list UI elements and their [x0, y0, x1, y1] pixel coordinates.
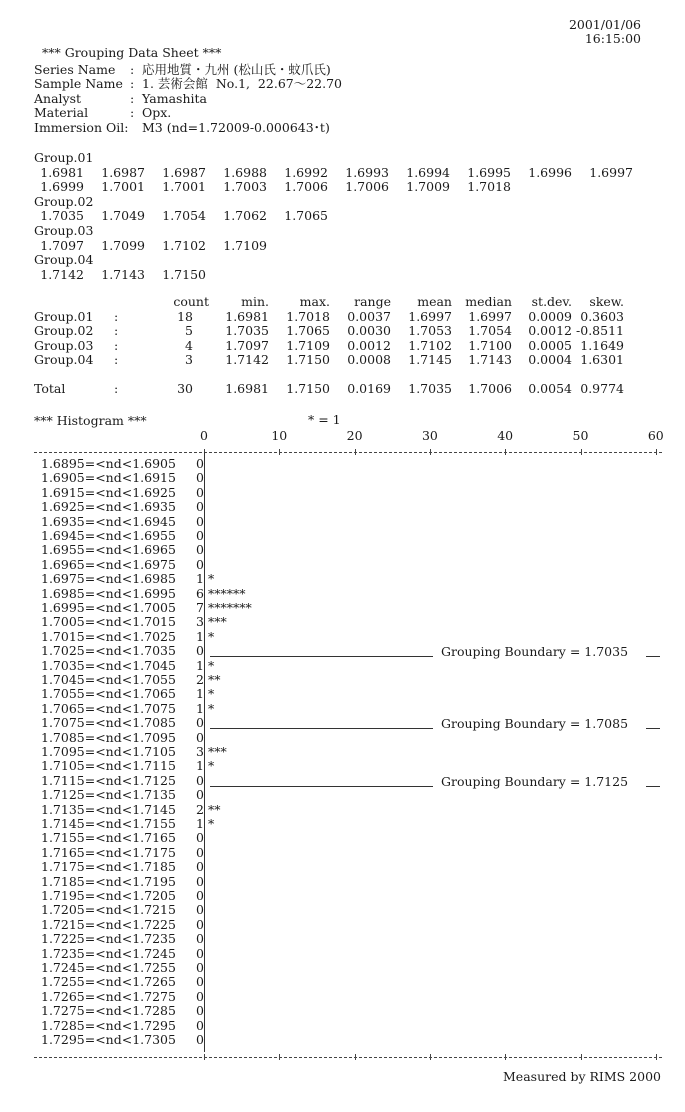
- group-value: 1.6988: [223, 164, 267, 180]
- bin-bar: *: [208, 700, 215, 716]
- bin-bar: ******: [208, 585, 246, 601]
- group-value: 1.6987: [162, 164, 206, 180]
- bin-count: 0: [196, 888, 204, 903]
- header-info: [34, 63, 342, 135]
- bin-range-label: 1.7255=<nd<1.7265: [41, 974, 176, 990]
- histogram-top-rule: [34, 452, 662, 453]
- bin-count: 0: [196, 484, 204, 500]
- bin-count: 0: [196, 859, 204, 875]
- bin-bar: *: [208, 628, 215, 644]
- bin-count: 0: [196, 960, 204, 975]
- header-label: Immersion Oil:: [34, 119, 129, 135]
- histogram-bin-row: [34, 803, 209, 817]
- bin-range-label: 1.7155=<nd<1.7165: [41, 830, 176, 846]
- bin-count: 0: [196, 499, 204, 515]
- bin-range-label: 1.6945=<nd<1.6955: [41, 528, 176, 543]
- stats-cell: 1.6301: [580, 352, 624, 368]
- histogram-bin-row: [34, 543, 209, 557]
- histogram-bin-row: [34, 860, 209, 874]
- stats-cell: 1.7145: [408, 352, 452, 368]
- bin-count: 0: [196, 787, 204, 803]
- stats-row: [34, 382, 624, 397]
- bin-count: 0: [196, 902, 204, 918]
- stats-cell: 30: [177, 380, 193, 396]
- stats-cell: 1.7102: [408, 337, 452, 353]
- sheet-title: *** Grouping Data Sheet ***: [42, 45, 222, 60]
- header-separator: :: [130, 90, 135, 106]
- histogram-bin-row: [34, 889, 209, 903]
- group-value: 1.6987: [101, 164, 145, 180]
- stats-column-header: max.: [299, 294, 330, 309]
- histogram-bin-row: [34, 558, 209, 572]
- bin-count: 0: [196, 643, 204, 659]
- bin-count: 0: [196, 542, 204, 558]
- stats-cell: 1.6981: [225, 380, 269, 396]
- bin-count: 1: [196, 657, 204, 673]
- grouping-boundary-label: Grouping Boundary = 1.7035: [441, 644, 629, 660]
- bin-count: 0: [196, 772, 204, 788]
- bin-count: 3: [196, 744, 204, 759]
- bin-range-label: 1.6955=<nd<1.6965: [41, 542, 176, 558]
- stats-row-separator: :: [114, 380, 119, 396]
- bin-count: 1: [196, 758, 204, 774]
- bin-count: 0: [196, 916, 204, 932]
- histogram-bin-row: [34, 961, 209, 975]
- bin-range-label: 1.7285=<nd<1.7295: [41, 1017, 176, 1033]
- bin-count: 1: [196, 700, 204, 716]
- stats-cell: 1.7006: [468, 380, 512, 396]
- stats-cell: 0.3603: [580, 308, 624, 324]
- group-value: 1.7099: [101, 237, 145, 253]
- bin-count: 0: [196, 945, 204, 961]
- bin-bar: ***: [208, 614, 227, 630]
- header-row: [34, 92, 342, 106]
- stats-column-header: mean: [417, 294, 452, 309]
- bin-range-label: 1.7025=<nd<1.7035: [41, 643, 176, 659]
- stats-cell: 1.7100: [468, 337, 512, 353]
- histogram-bin-row: [34, 774, 209, 788]
- axis-tick-label: 40: [497, 428, 514, 443]
- bin-count: 0: [196, 1003, 204, 1019]
- bin-range-label: 1.7195=<nd<1.7205: [41, 888, 176, 903]
- stats-cell: -0.8511: [576, 323, 624, 339]
- group-value: 1.7150: [162, 266, 206, 282]
- header-value: Yamashita: [142, 90, 207, 106]
- header-value: 1. 芸術会館 No.1, 22.67～22.70: [142, 76, 343, 92]
- histogram-bin-row: [34, 486, 209, 500]
- stats-cell: 0.0054: [528, 380, 572, 396]
- header-label: Analyst: [34, 90, 82, 106]
- bin-range-label: 1.7085=<nd<1.7095: [41, 729, 176, 745]
- histogram-bin-row: [34, 846, 209, 860]
- bin-count: 0: [196, 988, 204, 1004]
- stats-cell: 1.7142: [225, 352, 269, 368]
- axis-tick-label: 20: [346, 428, 363, 443]
- stats-row-name: Group.02: [34, 323, 94, 339]
- group-value: 1.6994: [406, 164, 450, 180]
- group-value: 1.7001: [162, 179, 206, 195]
- axis-tick-label: 0: [200, 428, 208, 443]
- bin-count: 1: [196, 816, 204, 831]
- header-label: Series Name: [34, 62, 116, 77]
- bin-range-label: 1.7265=<nd<1.7275: [41, 988, 176, 1004]
- bin-count: 0: [196, 974, 204, 990]
- grouping-boundary-label: Grouping Boundary = 1.7125: [441, 773, 629, 789]
- group-value: 1.6995: [467, 164, 511, 180]
- stats-cell: 1.7035: [408, 380, 452, 396]
- stats-cell: 0.0012: [347, 337, 391, 353]
- histogram-bin-row: [34, 572, 209, 586]
- bin-range-label: 1.6925=<nd<1.6935: [41, 499, 176, 515]
- stats-cell: 5: [185, 323, 193, 339]
- bin-count: 0: [196, 931, 204, 947]
- bin-bar: *: [208, 657, 215, 673]
- bin-count: 0: [196, 873, 204, 889]
- stats-header-spacer: [34, 295, 159, 310]
- group-name: Group.04: [34, 252, 94, 268]
- group-value: 1.7035: [40, 208, 84, 224]
- header-separator: :: [130, 62, 135, 77]
- bin-range-label: 1.6975=<nd<1.6985: [41, 571, 176, 587]
- stats-cell: 0.0005: [528, 337, 572, 353]
- bin-range-label: 1.7185=<nd<1.7195: [41, 873, 176, 889]
- bin-count: 1: [196, 686, 204, 702]
- bin-range-label: 1.7125=<nd<1.7135: [41, 787, 176, 803]
- histogram-bin-row: [34, 615, 209, 629]
- stats-cell: 0.0012: [528, 323, 572, 339]
- stats-cell: 1.7150: [286, 380, 330, 396]
- histogram-bin-row: [34, 875, 209, 889]
- bin-range-label: 1.7215=<nd<1.7225: [41, 916, 176, 932]
- stats-column-header: min.: [241, 294, 269, 309]
- group-value: 1.6997: [589, 164, 633, 180]
- stats-row: [34, 310, 624, 325]
- stats-cell: 1.6997: [408, 308, 452, 324]
- bin-range-label: 1.7175=<nd<1.7185: [41, 859, 176, 875]
- stats-cell: 1.1649: [580, 337, 624, 353]
- grouping-boundary-tail: [646, 786, 660, 787]
- group-value: 1.7001: [101, 179, 145, 195]
- bin-range-label: 1.7075=<nd<1.7085: [41, 715, 176, 731]
- bin-range-label: 1.7105=<nd<1.7115: [41, 758, 176, 774]
- bin-count: 6: [196, 585, 204, 601]
- bin-range-label: 1.7045=<nd<1.7055: [41, 672, 176, 687]
- stats-cell: 0.0030: [347, 323, 391, 339]
- print-datetime: [569, 18, 641, 46]
- histogram-bin-row: [34, 457, 209, 471]
- group-value: 1.7142: [40, 266, 84, 282]
- group-values-row: [34, 180, 633, 195]
- stats-row-name: Group.04: [34, 352, 94, 368]
- bin-range-label: 1.7295=<nd<1.7305: [41, 1032, 176, 1047]
- header-label: Material: [34, 105, 89, 121]
- grouping-boundary-line: [210, 786, 433, 787]
- bin-range-label: 1.7005=<nd<1.7015: [41, 614, 176, 630]
- stats-cell: 0.0004: [528, 352, 572, 368]
- stats-column-header: skew.: [589, 294, 624, 309]
- stats-cell: 4: [185, 337, 193, 353]
- bin-bar: *******: [208, 600, 252, 615]
- group-name: Group.03: [34, 222, 94, 238]
- group-value: 1.6996: [528, 164, 572, 180]
- statistics-table: [34, 295, 624, 397]
- group-value: 1.7097: [40, 237, 84, 253]
- bin-count: 0: [196, 456, 204, 471]
- group-value: 1.6999: [40, 179, 84, 195]
- axis-tick-label: 10: [271, 428, 288, 443]
- header-row: [34, 63, 342, 77]
- header-separator: :: [130, 76, 135, 92]
- bin-count: 0: [196, 715, 204, 731]
- stats-cell: 1.7018: [286, 308, 330, 324]
- stats-column-header: range: [354, 294, 391, 309]
- stats-cell: 1.7054: [468, 323, 512, 339]
- bin-count: 0: [196, 1017, 204, 1033]
- group-value: 1.6981: [40, 164, 84, 180]
- stats-row: [34, 339, 624, 354]
- print-date: 2001/01/06: [568, 17, 641, 32]
- header-row: [34, 77, 342, 91]
- bin-range-label: 1.7165=<nd<1.7175: [41, 844, 176, 860]
- header-label: Sample Name: [34, 76, 123, 92]
- header-row: [34, 121, 342, 135]
- stats-cell: 3: [185, 352, 193, 368]
- histogram-bin-row: [34, 975, 209, 989]
- histogram-bin-row: [34, 817, 209, 831]
- bin-range-label: 1.6915=<nd<1.6925: [41, 484, 176, 500]
- bin-count: 0: [196, 470, 204, 486]
- histogram-bin-row: [34, 918, 209, 932]
- stats-row-name: Group.03: [34, 337, 94, 353]
- bin-count: 0: [196, 528, 204, 543]
- histogram-bin-row: [34, 673, 209, 687]
- header-value: Opx.: [142, 105, 172, 121]
- group-value: 1.7054: [162, 208, 206, 224]
- stats-cell: 0.0169: [347, 380, 391, 396]
- bin-range-label: 1.7275=<nd<1.7285: [41, 1003, 176, 1019]
- stats-row-separator: :: [114, 323, 119, 339]
- bin-range-label: 1.6995=<nd<1.7005: [41, 600, 176, 615]
- bin-range-label: 1.7055=<nd<1.7065: [41, 686, 176, 702]
- bin-range-label: 1.6965=<nd<1.6975: [41, 556, 176, 572]
- stats-row-name: Total: [34, 380, 66, 396]
- stats-column-header: st.dev.: [531, 294, 572, 309]
- bin-range-label: 1.6905=<nd<1.6915: [41, 470, 176, 486]
- header-row: [34, 106, 342, 120]
- histogram-scale-note: * = 1: [308, 412, 341, 427]
- stats-header-row: [34, 295, 624, 310]
- group-value: 1.7143: [101, 266, 145, 282]
- group-name: Group.01: [34, 150, 94, 165]
- histogram-title: *** Histogram ***: [34, 413, 147, 428]
- bin-count: 0: [196, 1032, 204, 1047]
- histogram-bin-row: [34, 1019, 209, 1033]
- histogram-bin-row: [34, 903, 209, 917]
- group-value: 1.7102: [162, 237, 206, 253]
- grouping-boundary-line: [210, 728, 433, 729]
- stats-cell: 1.7150: [286, 352, 330, 368]
- bin-count: 0: [196, 556, 204, 572]
- stats-row: [34, 353, 624, 368]
- bin-range-label: 1.7205=<nd<1.7215: [41, 902, 176, 918]
- stats-cell: 1.7053: [408, 323, 452, 339]
- group-value: 1.7006: [284, 179, 328, 195]
- stats-cell: 0.0037: [347, 308, 391, 324]
- stats-cell: 1.7097: [225, 337, 269, 353]
- histogram-bin-row: [34, 500, 209, 514]
- group-value: 1.7065: [284, 208, 328, 224]
- print-time: 16:15:00: [584, 31, 641, 46]
- stats-cell: 0.0009: [528, 308, 572, 324]
- header-value: M3 (nd=1.72009-0.000643･t): [142, 119, 330, 135]
- header-value: 応用地質・九州 (松山氏・蚊爪氏): [142, 62, 331, 77]
- bin-range-label: 1.7095=<nd<1.7105: [41, 744, 176, 759]
- grouping-boundary-label: Grouping Boundary = 1.7085: [441, 716, 629, 732]
- bin-range-label: 1.7135=<nd<1.7145: [41, 801, 176, 817]
- group-values-row: [34, 268, 633, 283]
- histogram-bin-row: [34, 529, 209, 543]
- group-list: [34, 151, 633, 282]
- bin-count: 1: [196, 628, 204, 644]
- histogram-bin-row: [34, 1033, 209, 1047]
- histogram-bin-row: [34, 1004, 209, 1018]
- group-value: 1.6992: [284, 164, 328, 180]
- histogram-bin-row: [34, 947, 209, 961]
- stats-cell: 1.7143: [468, 352, 512, 368]
- bin-bar: *: [208, 686, 215, 702]
- histogram-bin-row: [34, 759, 209, 773]
- histogram-bin-row: [34, 601, 209, 615]
- group-value: 1.7018: [467, 179, 511, 195]
- histogram-bin-row: [34, 831, 209, 845]
- stats-row-name: Group.01: [34, 308, 94, 324]
- grouping-boundary-tail: [646, 656, 660, 657]
- histogram-bin-row: [34, 788, 209, 802]
- stats-row: [34, 324, 624, 339]
- histogram-bin-row: [34, 702, 209, 716]
- histogram-bin-row: [34, 515, 209, 529]
- group-value: 1.7109: [223, 237, 267, 253]
- axis-tick-label: 30: [421, 428, 438, 443]
- grouping-boundary-line: [210, 656, 433, 657]
- bin-range-label: 1.7115=<nd<1.7125: [41, 772, 176, 788]
- stats-cell: 0.0008: [347, 352, 391, 368]
- stats-cell: 1.6997: [468, 308, 512, 324]
- stats-row-separator: :: [114, 352, 119, 368]
- stats-cell: 0.9774: [580, 380, 624, 396]
- group-value: 1.7049: [101, 208, 145, 224]
- stats-column-header: median: [465, 294, 512, 309]
- bin-count: 3: [196, 614, 204, 630]
- stats-row-separator: :: [114, 337, 119, 353]
- bin-bar: **: [208, 672, 221, 687]
- bin-bar: ***: [208, 744, 227, 759]
- bin-count: 1: [196, 571, 204, 587]
- stats-cell: 1.7065: [286, 323, 330, 339]
- bin-range-label: 1.7235=<nd<1.7245: [41, 945, 176, 961]
- histogram-bin-row: [34, 716, 209, 730]
- bin-range-label: 1.6935=<nd<1.6945: [41, 513, 176, 529]
- bin-range-label: 1.7225=<nd<1.7235: [41, 931, 176, 947]
- histogram-bin-row: [34, 745, 209, 759]
- stats-cell: 1.7109: [286, 337, 330, 353]
- group-name: Group.02: [34, 193, 94, 209]
- histogram-bin-row: [34, 932, 209, 946]
- histogram-bin-row: [34, 587, 209, 601]
- footer-note: Measured by RIMS 2000: [503, 1069, 661, 1084]
- group-value: 1.6993: [345, 164, 389, 180]
- axis-tick-label: 50: [572, 428, 589, 443]
- stats-row-separator: :: [114, 308, 119, 324]
- histogram-bin-row: [34, 471, 209, 485]
- group-value: 1.7003: [223, 179, 267, 195]
- bin-count: 0: [196, 513, 204, 529]
- bin-range-label: 1.7245=<nd<1.7255: [41, 960, 176, 975]
- bin-count: 0: [196, 729, 204, 745]
- bin-range-label: 1.7035=<nd<1.7045: [41, 657, 176, 673]
- bin-count: 7: [196, 600, 204, 615]
- bin-range-label: 1.7145=<nd<1.7155: [41, 816, 176, 831]
- bin-bar: *: [208, 816, 215, 831]
- histogram-bottom-rule: [34, 1057, 662, 1058]
- grouping-boundary-tail: [646, 728, 660, 729]
- histogram-bin-row: [34, 630, 209, 644]
- header-separator: :: [130, 105, 135, 121]
- stats-cell: 1.7035: [225, 323, 269, 339]
- bin-bar: **: [208, 801, 221, 817]
- stats-column-header: count: [173, 294, 209, 309]
- bin-range-label: 1.7015=<nd<1.7025: [41, 628, 176, 644]
- histogram-bin-row: [34, 659, 209, 673]
- bin-bar: *: [208, 758, 215, 774]
- bin-count: 2: [196, 801, 204, 817]
- stats-cell: 1.6981: [225, 308, 269, 324]
- bin-count: 0: [196, 844, 204, 860]
- group-values-row: [34, 166, 633, 181]
- axis-tick-label: 60: [647, 428, 664, 443]
- group-value: 1.7062: [223, 208, 267, 224]
- group-values-row: [34, 209, 633, 224]
- bin-count: 2: [196, 672, 204, 687]
- bin-range-label: 1.6895=<nd<1.6905: [41, 456, 176, 471]
- histogram-bin-row: [34, 644, 209, 658]
- histogram-bin-row: [34, 990, 209, 1004]
- stats-cell: 18: [177, 308, 193, 324]
- bin-count: 0: [196, 830, 204, 846]
- histogram-bin-row: [34, 687, 209, 701]
- bin-range-label: 1.7065=<nd<1.7075: [41, 700, 176, 716]
- group-value: 1.7009: [406, 179, 450, 195]
- group-value: 1.7006: [345, 179, 389, 195]
- bin-range-label: 1.6985=<nd<1.6995: [41, 585, 176, 601]
- group-values-row: [34, 239, 633, 254]
- bin-bar: *: [208, 571, 215, 587]
- histogram-bin-row: [34, 731, 209, 745]
